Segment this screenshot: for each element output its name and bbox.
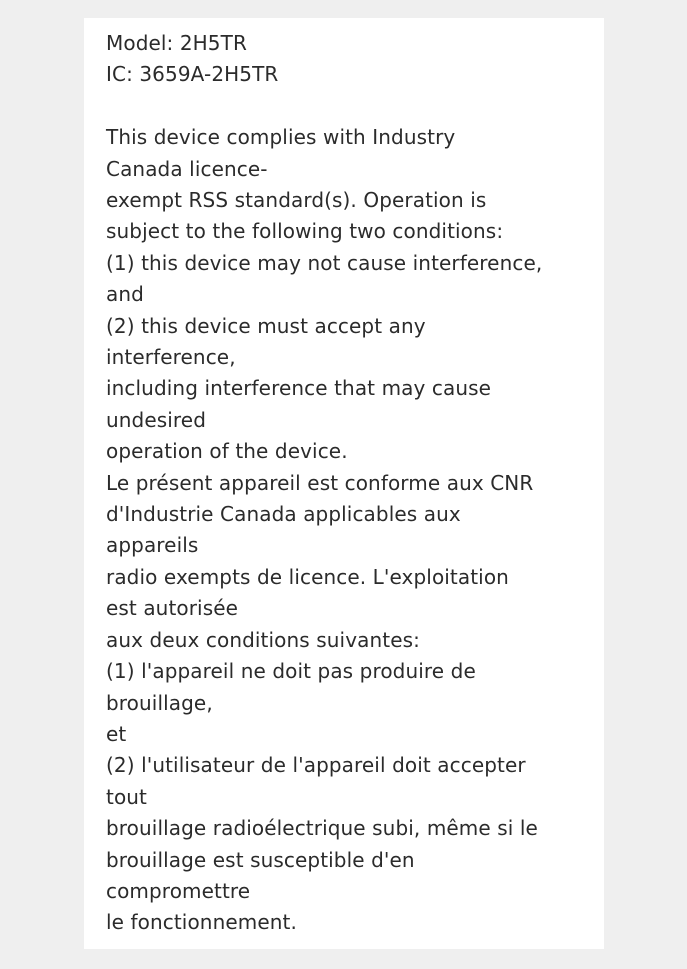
english-line-11: operation of the device. xyxy=(106,439,348,464)
english-line-3: exempt RSS standard(s). Operation is xyxy=(106,188,487,213)
french-line-15: le fonctionnement. xyxy=(106,910,297,935)
model-line: Model: 2H5TR xyxy=(106,31,247,55)
english-line-8: interference, xyxy=(106,345,236,370)
english-line-2: Canada licence- xyxy=(106,156,268,181)
french-line-14: compromettre xyxy=(106,878,251,903)
french-line-7: (1) l'appareil ne doit pas produire de xyxy=(106,659,476,684)
french-line-10: (2) l'utilisateur de l'appareil doit accepter xyxy=(106,753,526,778)
english-line-6: and xyxy=(106,282,144,307)
french-statement xyxy=(106,468,594,939)
english-line-10: undesired xyxy=(106,407,207,432)
french-line-9: et xyxy=(106,721,127,746)
english-line-5: (1) this device may not cause interference, xyxy=(106,250,543,275)
english-line-1: This device complies with Industry xyxy=(106,125,456,150)
french-line-6: aux deux conditions suivantes: xyxy=(106,627,420,652)
french-line-3: appareils xyxy=(106,533,199,558)
french-line-1: Le présent appareil est conforme aux CNR xyxy=(106,470,534,495)
french-line-11: tout xyxy=(106,784,147,809)
french-line-2: d'Industrie Canada applicables aux xyxy=(106,502,461,527)
ic-line: IC: 3659A-2H5TR xyxy=(106,62,279,87)
english-line-4: subject to the following two conditions: xyxy=(106,219,504,244)
english-line-9: including interference that may cause xyxy=(106,376,492,401)
english-line-7: (2) this device must accept any xyxy=(106,313,426,338)
english-statement xyxy=(106,122,594,467)
paragraph-spacer xyxy=(106,91,594,122)
compliance-text xyxy=(106,28,594,939)
french-line-4: radio exempts de licence. L'exploitation xyxy=(106,564,509,589)
french-line-8: brouillage, xyxy=(106,690,213,715)
french-line-12: brouillage radioélectrique subi, même si le xyxy=(106,816,538,841)
french-line-13: brouillage est susceptible d'en xyxy=(106,847,415,872)
french-line-5: est autorisée xyxy=(106,596,239,621)
document-page xyxy=(84,18,604,949)
